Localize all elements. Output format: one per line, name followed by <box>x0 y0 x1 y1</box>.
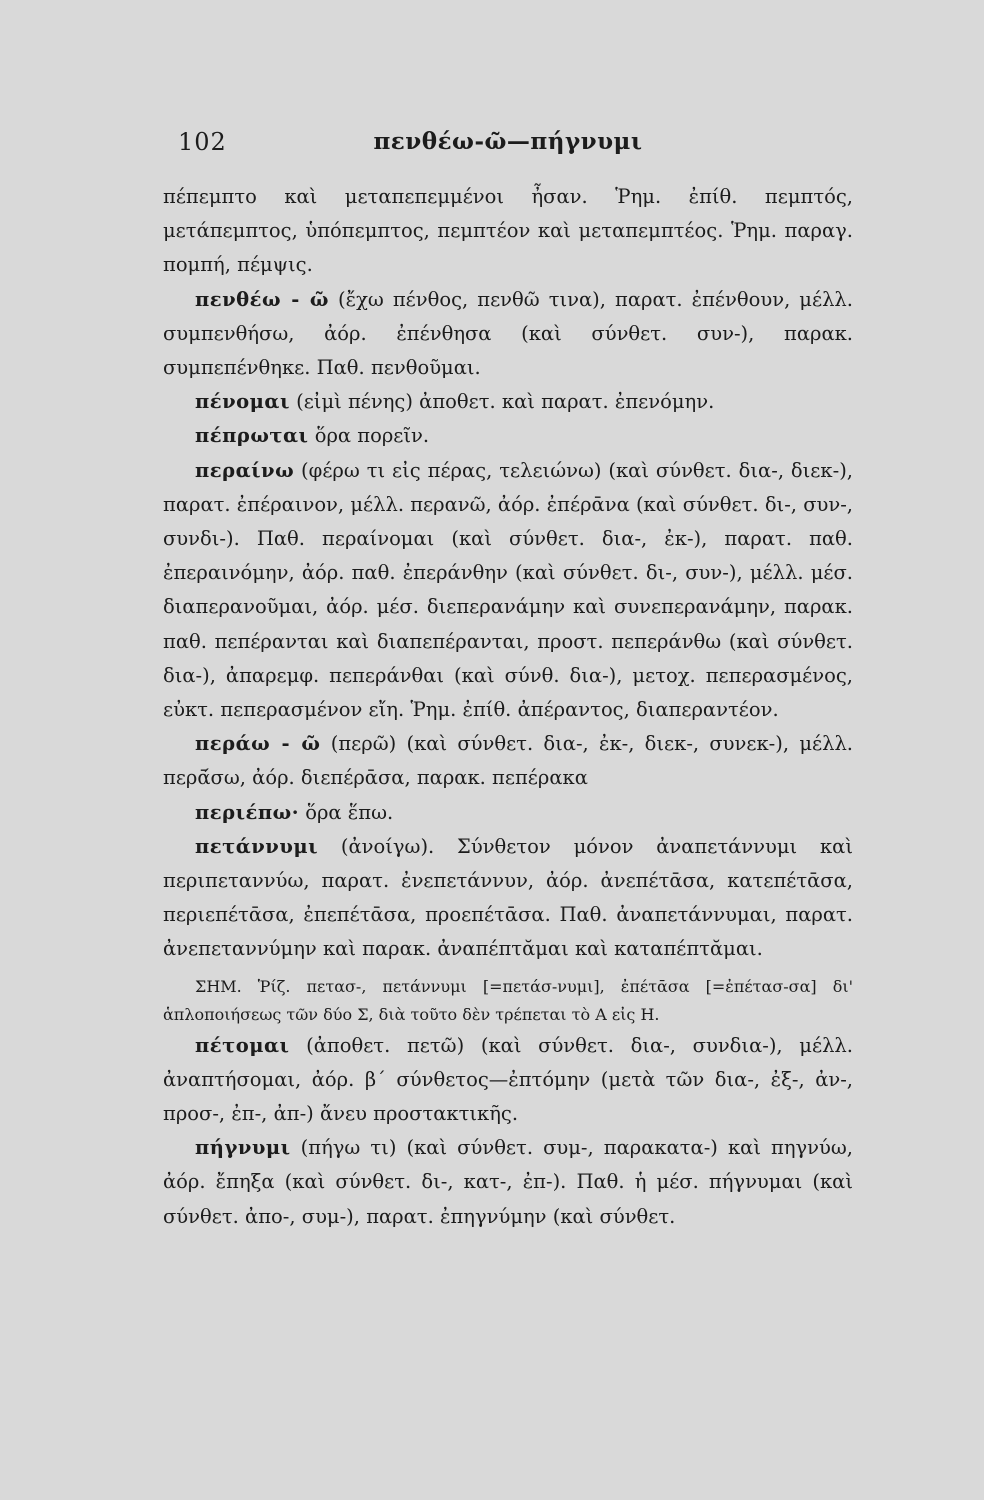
entry-text: (ἀνοίγω). Σύνθετον μόνον ἀναπετάννυμι καὶ περιπεταννύω, παρατ. ἐνεπετάννυν, ἀόρ. ἀνεπέτᾱσα, κατεπέτᾱσα, περιεπέτᾱσα, ἐπεπέτᾱσα, προεπέτᾱσα. Παθ. ἀναπετάννυμαι, παρατ. ἀνεπεταννύμην καὶ παρακ. ἀναπέπτᾰμαι καὶ καταπέπτᾰμαι. <box>163 834 853 961</box>
page-body <box>163 180 853 1234</box>
entry-lemma: περαίνω <box>195 458 295 482</box>
note-text: ΣΗΜ. Ῥίζ. πετασ-, πετάννυμι [=πετάσ-νυμι], ἐπέτᾱσα [=ἐπέτασ-σα] δι' ἁπλοποιήσεως τῶν δύο Σ, διὰ τοῦτο δὲν τρέπεται τὸ Α εἰς Η. <box>163 976 853 1024</box>
entry-peraw <box>163 727 853 795</box>
entry-text: ὅρα πορεῖν. <box>308 424 430 448</box>
page-number: 102 <box>178 128 227 156</box>
entry-continuation <box>163 180 853 283</box>
running-head: πενθέω-ῶ—πήγνυμι <box>373 128 643 155</box>
entry-text: (φέρω τι εἰς πέρας, τελειώνω) (καὶ σύνθετ. δια-, διεκ-), παρατ. ἐπέραινον, μέλλ. περανῶ, ἀόρ. ἐπέρᾱνα (καὶ σύνθετ. δι-, συν-, συνδι-). Παθ. περαίνομαι (καὶ σύνθετ. δια-, ἐκ-), παρατ. παθ. ἐπεραινόμην, ἀόρ. παθ. ἐπεράνθην (καὶ σύνθετ. δι-, συν-), μέλλ. μέσ. διαπερανοῦμαι, ἀόρ. μέσ. διεπερανάμην καὶ συνεπερανάμην, παρακ. παθ. πεπέρανται καὶ διαπεπέρανται, προστ. πεπεράνθω (καὶ σύνθετ. δια-), ἀπαρεμφ. πεπεράνθαι (καὶ σύνθ. δια-), μετοχ. πεπερασμένος, εὐκτ. πεπερασμένον εἴη. Ῥημ. ἐπίθ. ἀπέραντος, διαπεραντέον. <box>163 458 853 722</box>
entry-penthew <box>163 283 853 386</box>
entry-peprwtai <box>163 419 853 453</box>
entry-penomai <box>163 385 853 419</box>
entry-lemma: περιέπω· <box>195 800 300 824</box>
note-paragraph <box>163 973 853 1029</box>
entry-petannymi <box>163 830 853 967</box>
entry-lemma: πετάννυμι <box>195 834 319 858</box>
page-header <box>178 128 838 162</box>
entry-periepw <box>163 796 853 830</box>
entry-petomai <box>163 1029 853 1132</box>
entry-text: (ἀποθετ. πετῶ) (καὶ σύνθετ. δια-, συνδια-), μέλλ. ἀναπτήσομαι, ἀόρ. β΄ σύνθετος—ἐπτόμην (μετὰ τῶν δια-, ἐξ-, ἀν-, προσ-, ἐπ-, ἀπ-) ἄνευ προστακτικῆς. <box>163 1033 853 1126</box>
entry-pegnymi <box>163 1131 853 1234</box>
entry-lemma: πέπρωται <box>195 424 309 448</box>
entry-text: (περῶ) (καὶ σύνθετ. δια-, ἐκ-, διεκ-, συνεκ-), μέλλ. περᾱ́σω, ἀόρ. διεπέρᾱσα, παρακ. πεπέρακα <box>163 732 854 790</box>
entry-lemma: πήγνυμι <box>195 1136 291 1160</box>
entry-perainw <box>163 454 853 728</box>
entry-lemma: πένομαι <box>195 390 290 414</box>
entry-text: (πήγω τι) (καὶ σύνθετ. συμ-, παρακατα-) καὶ πηγνύω, ἀόρ. ἔπηξα (καὶ σύνθετ. δι-, κατ-, ἐπ-). Παθ. ἡ μέσ. πήγνυμαι (καὶ σύνθετ. ἀπο-, συμ-), παρατ. ἐπηγνύμην (καὶ σύνθετ. <box>163 1136 853 1228</box>
entry-lemma: περάω - ῶ <box>195 732 321 756</box>
entry-lemma: πέτομαι <box>195 1033 290 1057</box>
entry-text: ὅρα ἕπω. <box>299 800 394 824</box>
entry-text: πέπεμπτο καὶ μεταπεπεμμένοι ἦσαν. Ῥημ. ἐπίθ. πεμπτός, μετάπεμπτος, ὑπόπεμπτος, πεμπτέον καὶ μεταπεμπτέος. Ῥημ. παραγ. πομπή, πέμψις. <box>163 185 853 277</box>
entry-text: (ἔχω πένθος, πενθῶ τινα), παρατ. ἐπένθουν, μέλλ. συμπενθήσω, ἀόρ. ἐπένθησα (καὶ σύνθετ. συν-), παρακ. συμπεπένθηκε. Παθ. πενθοῦμαι. <box>163 287 853 380</box>
entry-lemma: πενθέω - ῶ <box>195 287 329 311</box>
entry-text: (εἰμὶ πένης) ἀποθετ. καὶ παρατ. ἐπενόμην. <box>289 390 715 414</box>
